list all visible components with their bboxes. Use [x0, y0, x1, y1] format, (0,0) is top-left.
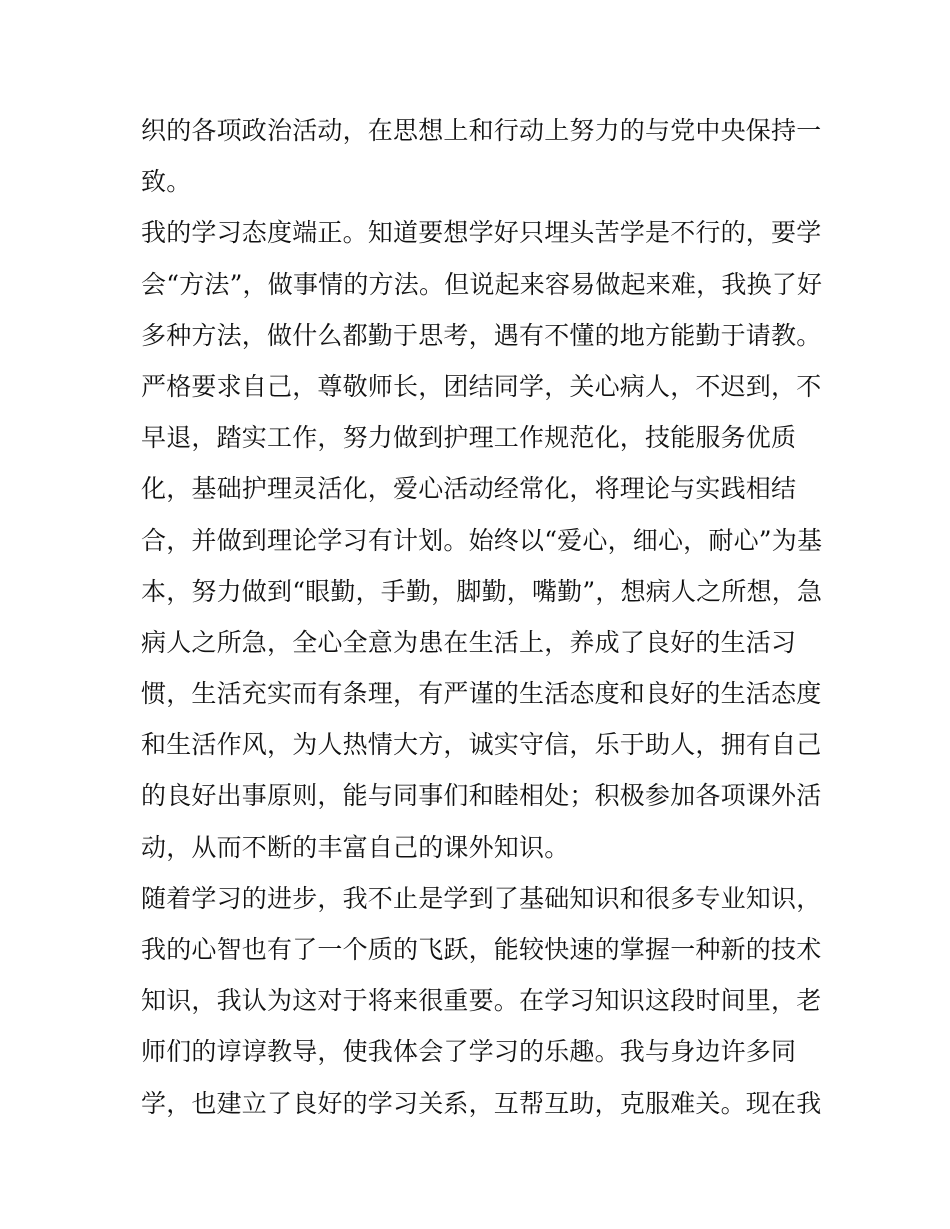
text-line: 学，也建立了良好的学习关系，互帮互助，克服难关。现在我: [141, 1088, 822, 1118]
text-line: 病人之所急，全心全意为患在生活上，养成了良好的生活习: [141, 627, 797, 657]
text-line: 本，努力做到“眼勤，手勤，脚勤，嘴勤”，想病人之所想，急: [141, 576, 823, 606]
text-line: 会“方法”，做事情的方法。但说起来容易做起来难，我换了好: [141, 269, 823, 299]
text-line: 师们的谆谆教导，使我体会了学习的乐趣。我与身边许多同: [141, 1037, 797, 1067]
text-line: 惯，生活充实而有条理，有严谨的生活态度和良好的生活态度: [141, 679, 822, 709]
text-line: 织的各项政治活动，在思想上和行动上努力的与党中央保持一: [141, 116, 822, 145]
text-line: 早退，踏实工作，努力做到护理工作规范化，技能服务优质: [141, 423, 797, 453]
text-line: 致。: [141, 167, 192, 197]
text-line: 和生活作风，为人热情大方，诚实守信，乐于助人，拥有自己: [141, 730, 822, 760]
body-text: [141, 105, 821, 1129]
text-line: 合，并做到理论学习有计划。始终以“爱心，细心，耐心”为基: [141, 525, 823, 555]
text-line: 随着学习的进步，我不止是学到了基础知识和很多专业知识，: [141, 883, 822, 913]
text-line: 知识，我认为这对于将来很重要。在学习知识这段时间里，老: [141, 986, 822, 1016]
text-line: 多种方法，做什么都勤于思考，遇有不懂的地方能勤于请教。: [141, 320, 822, 350]
text-line: 我的学习态度端正。知道要想学好只埋头苦学是不行的，要学: [141, 218, 822, 248]
text-line: 我的心智也有了一个质的飞跃，能较快速的掌握一种新的技术: [141, 935, 822, 964]
text-line: 动，从而不断的丰富自己的课外知识。: [141, 832, 570, 862]
text-line: 严格要求自己，尊敬师长，团结同学，关心病人，不迟到，不: [141, 371, 822, 401]
text-line: 化，基础护理灵活化，爱心活动经常化，将理论与实践相结: [141, 474, 797, 504]
text-line: 的良好出事原则，能与同事们和睦相处；积极参加各项课外活: [141, 781, 822, 811]
